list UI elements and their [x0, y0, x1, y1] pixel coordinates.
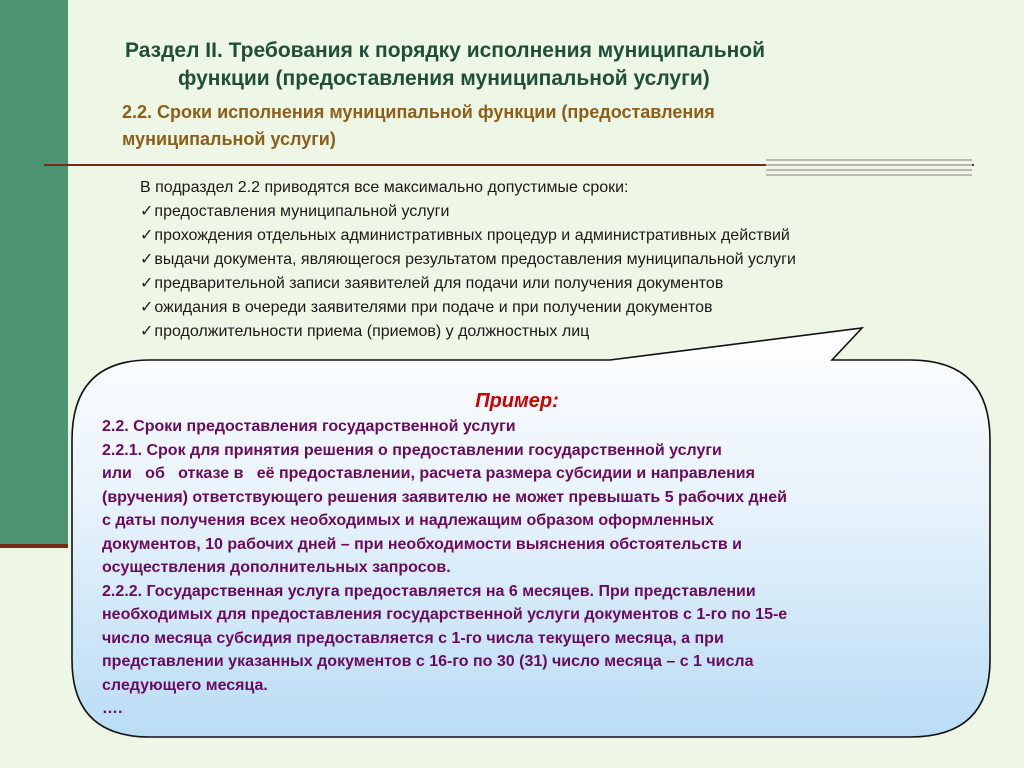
- intro-lead: В подраздел 2.2 приводятся все максимально допустимые сроки:: [140, 179, 629, 196]
- example-line: осуществления дополнительных запросов.: [102, 559, 451, 576]
- list-item-text: предоставления муниципальной услуги: [154, 203, 450, 220]
- example-line: ….: [102, 700, 123, 717]
- example-line: (вручения) ответствующего решения заявителю не может превышать 5 рабочих дней: [102, 488, 787, 506]
- list-item-text: предварительной записи заявителей для подачи или получения документов: [154, 275, 724, 292]
- list-item-text: прохождения отдельных административных процедур и административных действий: [154, 227, 790, 244]
- example-line: 2.2.2. Государственная услуга предоставляется на 6 месяцев. При представлении: [102, 582, 756, 600]
- example-line: необходимых для предоставления государственной услуги документов с 1-го по 15-е: [102, 606, 788, 623]
- example-line: 2.2. Сроки предоставления государственной услуги: [102, 418, 516, 435]
- checkmark-icon: ✓: [140, 227, 154, 244]
- example-title: Пример:: [475, 390, 559, 412]
- section-subtitle-line-1: 2.2. Сроки исполнения муниципальной функции (предоставления: [122, 102, 715, 122]
- page-title-line-1: Раздел II. Требования к порядку исполнения муниципальной: [125, 39, 766, 62]
- example-line: 2.2.1. Срок для принятия решения о предоставлении государственной услуги: [102, 441, 722, 459]
- example-line: следующего месяца.: [102, 676, 268, 694]
- checkmark-icon: ✓: [140, 203, 154, 220]
- example-line: или об отказе в её предоставлении, расчета размера субсидии и направления: [102, 465, 755, 482]
- example-line: документов, 10 рабочих дней – при необходимости выяснения обстоятельств и: [102, 535, 742, 553]
- checkmark-icon: ✓: [140, 251, 154, 268]
- list-item-text: выдачи документа, являющегося результатом предоставления муниципальной услуги: [154, 251, 796, 268]
- checkmark-icon: ✓: [140, 323, 154, 340]
- checkmark-icon: ✓: [140, 275, 154, 292]
- example-line: представлении указанных документов с 16-го по 30 (31) число месяца – с 1 числа: [102, 653, 754, 670]
- example-block: [102, 388, 972, 721]
- example-line: число месяца субсидия предоставляется с 1-го числа текущего месяца, а при: [102, 629, 724, 647]
- example-line: с даты получения всех необходимых и надлежащим образом оформленных: [102, 512, 714, 529]
- list-item-text: ожидания в очереди заявителями при подаче и при получении документов: [154, 299, 713, 316]
- list-item-text: продолжительности приема (приемов) у должностных лиц: [154, 323, 590, 340]
- section-subtitle-line-2: муниципальной услуги): [122, 129, 336, 149]
- page-title-line-2: функции (предоставления муниципальной услуги): [178, 67, 710, 90]
- checkmark-icon: ✓: [140, 299, 154, 316]
